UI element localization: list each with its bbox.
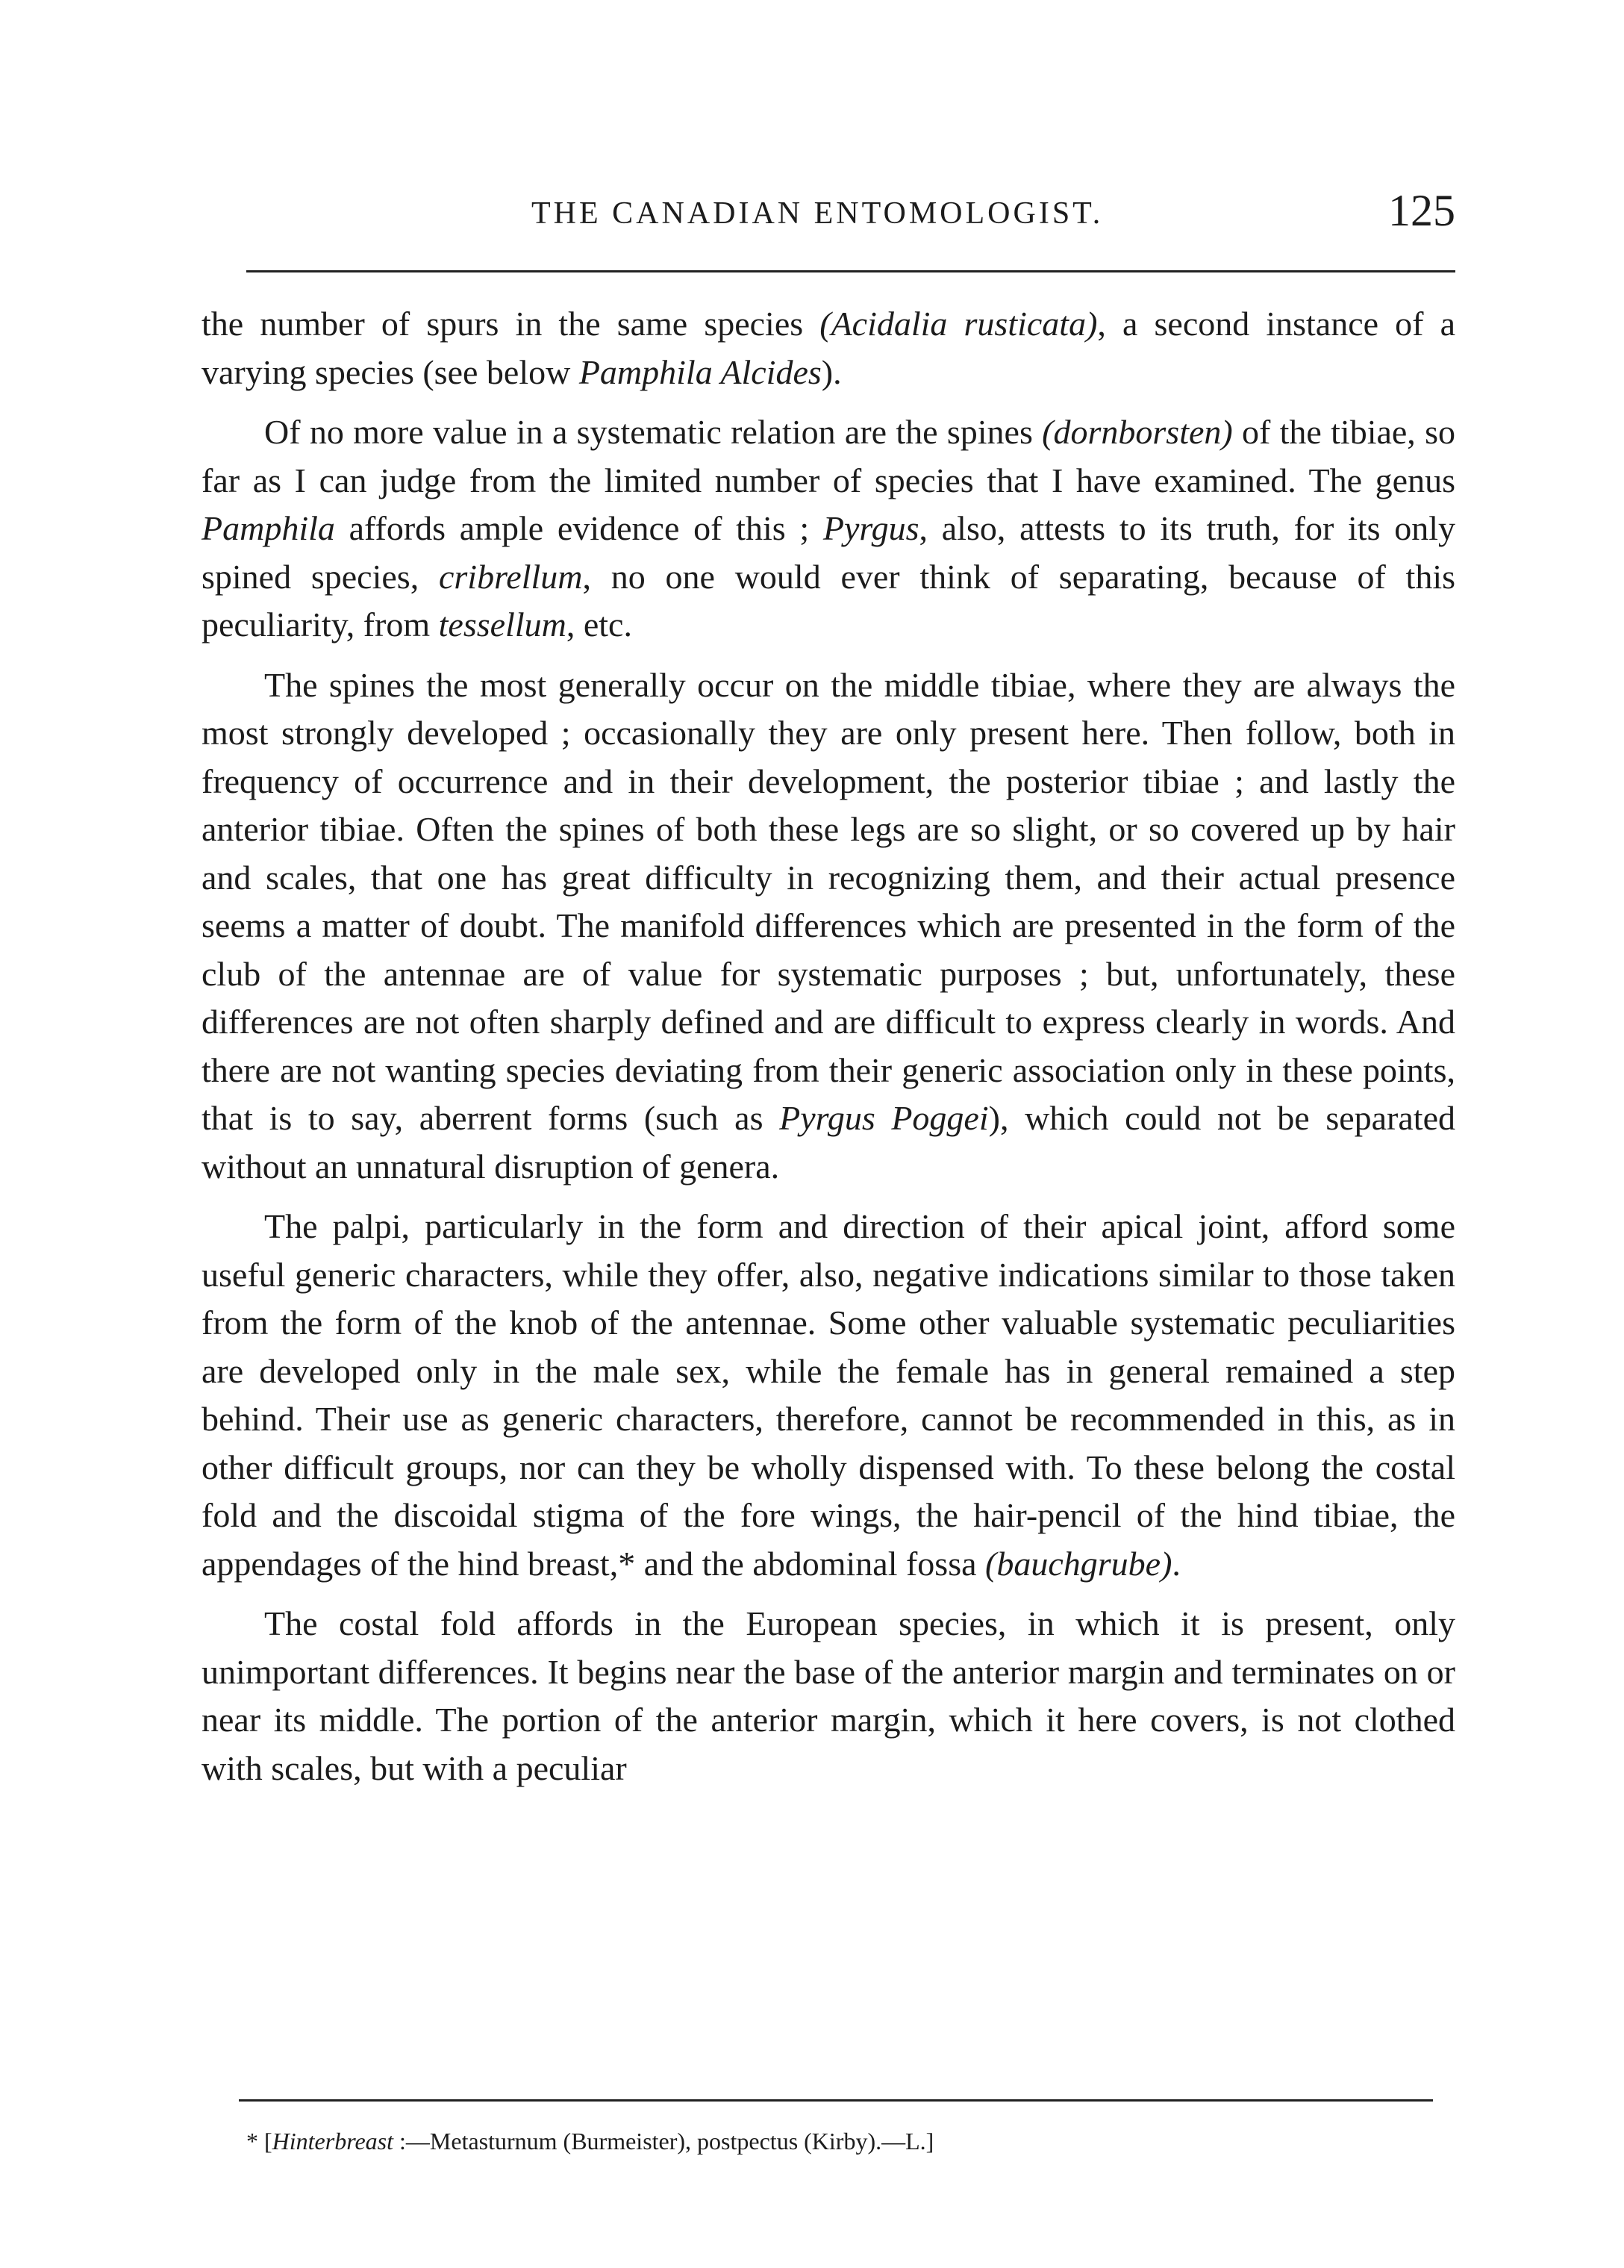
footnote-rule (239, 2099, 1433, 2102)
paragraph (202, 1203, 1455, 1588)
italic-term: Pyrgus (822, 509, 919, 547)
journal-title: THE CANADIAN ENTOMOLOGIST. (531, 196, 1104, 231)
footnote-text: :—Metasturnum (Burmeister), postpectus (Kirby).—L.] (393, 2128, 934, 2155)
italic-term: tessellum (438, 605, 566, 644)
text-run: . (1172, 1544, 1181, 1583)
text-run: , also, attests to its truth, for its only spined species, (202, 509, 1455, 596)
text-run: The costal fold affords in the European species, in which it is present, only unimportant differences. It begins near the base of the anterior margin and terminates on or near its middle. The portion of the anterior margin, which it here covers, is not clothed with scales, but with a peculiar (202, 1604, 1455, 1787)
footnote-marker: * [ (246, 2128, 272, 2155)
header-rule (246, 270, 1455, 272)
footnote (246, 2125, 1440, 2158)
text-run: ). (821, 352, 842, 391)
paragraph (202, 408, 1455, 649)
italic-term: (Acidalia rusticata) (819, 305, 1098, 343)
italic-term: Pamphila Alcides (578, 352, 822, 391)
text-run: , etc. (566, 605, 632, 644)
paragraph (202, 661, 1455, 1191)
footnote-term: Hinterbreast (272, 2128, 394, 2155)
italic-term: Pyrgus Poggei (779, 1099, 989, 1137)
italic-term: cribrellum (438, 557, 583, 596)
italic-term: Pamphila (202, 509, 335, 547)
running-head (246, 185, 1455, 245)
page-number: 125 (1388, 186, 1455, 235)
text-run: The spines the most generally occur on the middle tibiae, where they are always the most strongly developed ; occasionally they are only present here. Then follow, both in frequency of occurrence and in their development, the posterior tibiae ; and lastly the anterior tibiae. Often the spines of both these legs are so slight, or so covered up by hair and scales, that one has great difficulty in recognizing them, and their actual presence seems a matter of doubt. The manifold differences which are presented in the form of the club of the antennae are of value for systematic purposes ; but, unfortunately, these differences are not often sharply defined and are difficult to express clearly in words. And there are not wanting species deviating from their generic association only in these points, that is to say, aberrent forms (such as (202, 665, 1455, 1137)
text-run: , a second instance of a varying species (see below (202, 305, 1455, 391)
text-run: ), which could not be separated without an unnatural disruption of genera. (202, 1099, 1455, 1186)
text-run: affords ample evidence of this ; (334, 509, 823, 547)
article-body (202, 300, 1455, 1804)
text-run: of the tibiae, so far as I can judge from the limited number of species that I have examined. The genus (202, 413, 1456, 499)
italic-term: (dornborsten) (1042, 413, 1233, 451)
paragraph (202, 300, 1455, 396)
italic-term: (bauchgrube) (985, 1544, 1172, 1583)
paragraph (202, 1600, 1455, 1792)
text-run: , no one would ever think of separating, because of this peculiarity, from (202, 557, 1455, 644)
text-run: Of no more value in a systematic relation are the spines (264, 413, 1043, 451)
text-run: the number of spurs in the same species (202, 305, 820, 343)
text-run: The palpi, particularly in the form and direction of their apical joint, afford some useful generic characters, while they offer, also, negative indications similar to those taken from the form of the knob of the antennae. Some other valuable systematic peculiarities are developed only in the male sex, while the female has in general remained a step behind. Their use as generic characters, therefore, cannot be recommended in this, as in other difficult groups, nor can they be wholly dispensed with. To these belong the costal fold and the discoidal stigma of the fore wings, the hair-pencil of the hind tibiae, the appendages of the hind breast,* and the abdominal fossa (202, 1207, 1455, 1583)
